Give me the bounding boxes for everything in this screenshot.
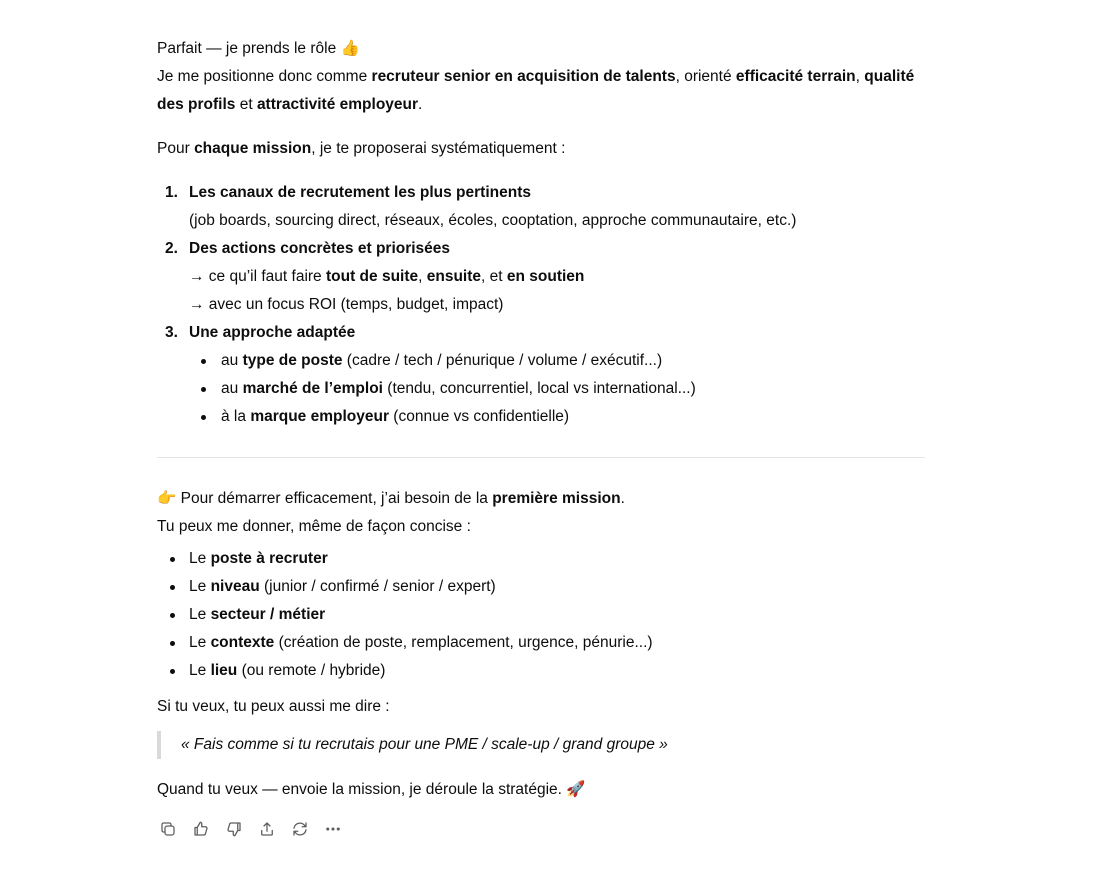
thumbs-up-emoji-icon: 👍 (340, 39, 360, 57)
intro-paragraph: Je me positionne donc comme recruteur senior en acquisition de talents, orienté efficacité terrain, qualité des profils et attractivité employeur. (157, 68, 915, 113)
more-button[interactable] (322, 818, 344, 840)
copy-button[interactable] (157, 818, 179, 840)
proposal-paragraph: Pour chaque mission, je te proposerai systématiquement : (157, 140, 566, 157)
regenerate-button[interactable] (289, 818, 311, 840)
thumbs-down-button[interactable] (223, 818, 245, 840)
list-item: au type de poste (cadre / tech / pénurique / volume / exécutif...) (157, 347, 925, 375)
approach-bullets (157, 347, 925, 431)
rocket-emoji-icon: 🚀 (566, 780, 586, 798)
regenerate-icon (291, 820, 309, 838)
divider (157, 457, 925, 458)
list-item: au marché de l’emploi (tendu, concurrentiel, local vs international...) (157, 375, 925, 403)
share-icon (258, 820, 276, 838)
step-item: 1. Les canaux de recrutement les plus pertinents (job boards, sourcing direct, réseaux, écoles, cooptation, approche communautaire, etc.) (165, 184, 797, 229)
ask-paragraph: Tu peux me donner, même de façon concise : (157, 518, 471, 535)
steps-list (157, 179, 925, 347)
list-item: Le contexte (création de poste, remplacement, urgence, pénurie...) (157, 629, 925, 657)
thumbs-down-icon (225, 820, 243, 838)
list-item: Le lieu (ou remote / hybride) (157, 657, 925, 685)
needs-list (157, 545, 925, 685)
list-item: Le secteur / métier (157, 601, 925, 629)
blockquote: « Fais comme si tu recrutais pour une PME / scale-up / grand groupe » (157, 731, 925, 759)
copy-icon (159, 820, 177, 838)
thumbs-up-button[interactable] (190, 818, 212, 840)
list-item: à la marque employeur (connue vs confidentielle) (157, 403, 925, 431)
share-button[interactable] (256, 818, 278, 840)
list-item: Le niveau (junior / confirmé / senior / expert) (157, 573, 925, 601)
step-item: 2. Des actions concrètes et priorisées → ce qu’il faut faire tout de suite, ensuite, et en soutien → avec un focus ROI (temps, budget, impact) (165, 240, 585, 313)
also-paragraph: Si tu veux, tu peux aussi me dire : (157, 698, 390, 715)
thumbs-up-icon (192, 820, 210, 838)
closing-paragraph: Quand tu veux — envoie la mission, je déroule la stratégie. 🚀 (157, 780, 586, 798)
start-paragraph: 👉 Pour démarrer efficacement, j’ai besoin de la première mission. (157, 489, 625, 507)
more-icon (324, 820, 342, 838)
intro-line: Parfait — je prends le rôle 👍 (157, 39, 360, 57)
assistant-message (157, 34, 925, 804)
pointing-hand-emoji-icon: 👉 (157, 489, 177, 507)
list-item: Le poste à recruter (157, 545, 925, 573)
step-item: 3. Une approche adaptée (165, 324, 356, 341)
message-actions (157, 818, 344, 840)
